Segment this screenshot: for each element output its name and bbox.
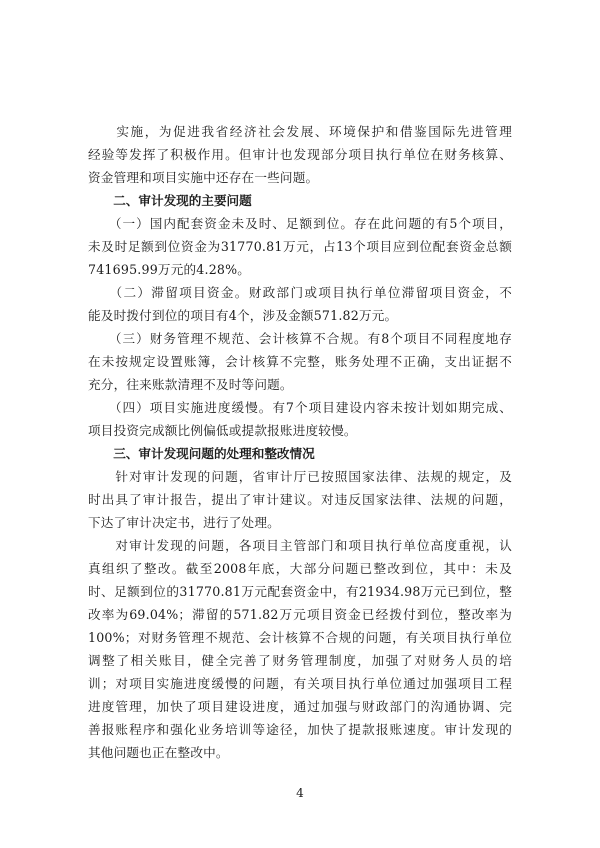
document-body bbox=[88, 120, 512, 764]
paragraph-line: 针对审计发现的问题，省审计厅已按照国家法律、法规的规定，及 bbox=[88, 469, 512, 484]
section-heading: 三、审计发现问题的处理和整改情况 bbox=[88, 446, 315, 461]
paragraph-line: 项目投资完成额比例偏低或提款报账进度较慢。 bbox=[88, 423, 357, 438]
paragraph-line: 训；对项目实施进度缓慢的问题，有关项目执行单位通过加强项目工程 bbox=[88, 676, 512, 691]
paragraph-line: 真组织了整改。截至2008年底，大部分问题已整改到位，其中：未及 bbox=[88, 561, 512, 576]
paragraph-line: 其他问题也正在整改中。 bbox=[88, 745, 229, 760]
paragraph-line: （二）滞留项目资金。财政部门或项目执行单位滞留项目资金，不 bbox=[88, 285, 512, 300]
paragraph-line: 对审计发现的问题，各项目主管部门和项目执行单位高度重视，认 bbox=[88, 538, 512, 553]
paragraph-line: 进度管理，加快了项目建设进度，通过加强与财政部门的沟通协调、完 bbox=[88, 699, 512, 714]
paragraph-line: 未及时足额到位资金为31770.81万元，占13个项目应到位配套资金总额 bbox=[88, 239, 512, 254]
paragraph-line: 经验等发挥了积极作用。但审计也发现部分项目执行单位在财务核算、 bbox=[88, 147, 512, 162]
paragraph-line: 在未按规定设置账簿，会计核算不完整，账务处理不正确，支出证据不 bbox=[88, 354, 512, 369]
paragraph-line: 善报账程序和强化业务培训等途径，加快了提款报账速度。审计发现的 bbox=[88, 722, 512, 737]
paragraph-line: 充分，往来账款清理不及时等问题。 bbox=[88, 377, 293, 392]
paragraph-line: 741695.99万元的4.28%。 bbox=[88, 262, 251, 277]
paragraph-line: 调整了相关账目，健全完善了财务管理制度，加强了对财务人员的培 bbox=[88, 653, 512, 668]
paragraph-line: 改率为69.04%；滞留的571.82万元项目资金已经拨付到位，整改率为 bbox=[88, 607, 512, 622]
paragraph-line: 实施，为促进我省经济社会发展、环境保护和借鉴国际先进管理 bbox=[88, 124, 512, 139]
paragraph-line: 100%；对财务管理不规范、会计核算不合规的问题，有关项目执行单位 bbox=[88, 630, 512, 645]
paragraph-line: （一）国内配套资金未及时、足额到位。存在此问题的有5个项目， bbox=[88, 216, 512, 231]
page-number: 4 bbox=[296, 786, 304, 800]
paragraph-line: 下达了审计决定书，进行了处理。 bbox=[88, 515, 280, 530]
paragraph-line: （三）财务管理不规范、会计核算不合规。有8个项目不同程度地存 bbox=[88, 331, 512, 346]
paragraph-line: 能及时拨付到位的项目有4个，涉及金额571.82万元。 bbox=[88, 308, 398, 323]
paragraph-line: 资金管理和项目实施中还存在一些问题。 bbox=[88, 170, 319, 185]
section-heading: 二、审计发现的主要问题 bbox=[88, 193, 252, 208]
paragraph-line: 时、足额到位的31770.81万元配套资金中，有21934.98万元已到位，整 bbox=[88, 584, 512, 599]
paragraph-line: （四）项目实施进度缓慢。有7个项目建设内容未按计划如期完成、 bbox=[88, 400, 512, 415]
paragraph-line: 时出具了审计报告，提出了审计建议。对违反国家法律、法规的问题， bbox=[88, 492, 512, 507]
